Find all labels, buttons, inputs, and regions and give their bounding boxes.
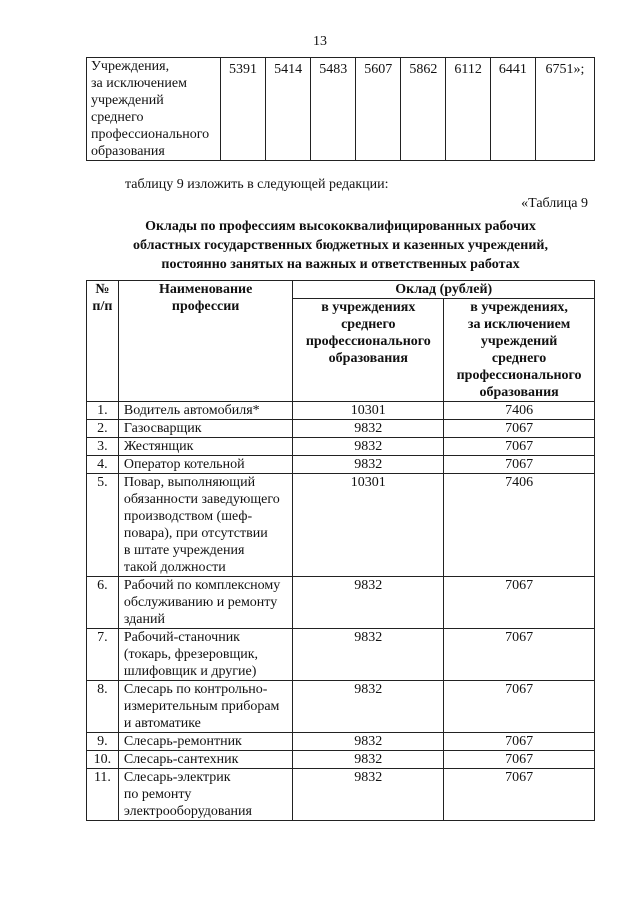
salary-other: 7406 <box>444 474 595 577</box>
value-cell: 6441 <box>490 58 535 161</box>
salary-other: 7067 <box>444 420 595 438</box>
table-row <box>87 474 595 577</box>
row-number: 5. <box>87 474 119 577</box>
salary-secondary-edu: 9832 <box>293 420 444 438</box>
header-salary: Оклад (рублей) <box>293 281 595 299</box>
row-number: 11. <box>87 769 119 821</box>
salary-other: 7067 <box>444 733 595 751</box>
table-row <box>87 420 595 438</box>
salary-other: 7067 <box>444 751 595 769</box>
profession-name: Рабочий-станочник (токарь, фрезеровщик, шлифовщик и другие) <box>118 629 293 681</box>
table-row <box>87 733 595 751</box>
row-number: 6. <box>87 577 119 629</box>
row-number: 1. <box>87 402 119 420</box>
page-number: 13 <box>313 34 327 49</box>
profession-name: Газосварщик <box>118 420 293 438</box>
row-number: 2. <box>87 420 119 438</box>
table-row <box>87 681 595 733</box>
profession-name: Оператор котельной <box>118 456 293 474</box>
table-title: Оклады по профессиям высококвалифицированных рабочих областных государственных бюджетных и казенных учреждений, постоянно занятых на важных и ответственных работах <box>133 219 548 272</box>
profession-name: Слесарь по контрольно- измерительным приборам и автоматике <box>118 681 293 733</box>
table-body <box>87 402 595 821</box>
intro-text: таблицу 9 изложить в следующей редакции: <box>125 177 389 192</box>
profession-name: Слесарь-ремонтник <box>118 733 293 751</box>
salary-other: 7067 <box>444 577 595 629</box>
header-number: № п/п <box>87 281 119 402</box>
profession-name: Жестянщик <box>118 438 293 456</box>
table-label: «Таблица 9 <box>521 196 588 211</box>
salary-other: 7067 <box>444 438 595 456</box>
value-cell: 5414 <box>266 58 311 161</box>
salary-secondary-edu: 10301 <box>293 402 444 420</box>
value-cell: 6112 <box>446 58 490 161</box>
table-row <box>87 402 595 420</box>
salary-table <box>86 280 595 821</box>
profession-name: Слесарь-сантехник <box>118 751 293 769</box>
profession-name: Рабочий по комплексному обслуживанию и ремонту зданий <box>118 577 293 629</box>
salary-secondary-edu: 9832 <box>293 769 444 821</box>
value-cell: 5862 <box>401 58 446 161</box>
salary-secondary-edu: 9832 <box>293 577 444 629</box>
salary-secondary-edu: 9832 <box>293 681 444 733</box>
profession-name: Повар, выполняющий обязанности заведующего производством (шеф- повара), при отсутствии в штате учреждения такой должности <box>118 474 293 577</box>
table-row <box>87 58 595 161</box>
profession-name: Слесарь-электрик по ремонту электрооборудования <box>118 769 293 821</box>
value-cell: 6751»; <box>535 58 594 161</box>
value-cell: 5391 <box>221 58 266 161</box>
salary-other: 7406 <box>444 402 595 420</box>
table-row <box>87 629 595 681</box>
salary-secondary-edu: 10301 <box>293 474 444 577</box>
value-cell: 5607 <box>356 58 401 161</box>
salary-secondary-edu: 9832 <box>293 733 444 751</box>
salary-secondary-edu: 9832 <box>293 438 444 456</box>
header-col-secondary-edu: в учреждениях среднего профессионального образования <box>293 299 444 402</box>
header-row <box>87 281 595 299</box>
row-label: Учреждения, за исключением учреждений среднего профессионального образования <box>87 58 221 161</box>
header-col-other: в учреждениях, за исключением учреждений среднего профессионального образования <box>444 299 595 402</box>
row-number: 8. <box>87 681 119 733</box>
row-number: 9. <box>87 733 119 751</box>
salary-secondary-edu: 9832 <box>293 751 444 769</box>
table-row <box>87 769 595 821</box>
salary-secondary-edu: 9832 <box>293 629 444 681</box>
salary-other: 7067 <box>444 456 595 474</box>
salary-other: 7067 <box>444 629 595 681</box>
table-row <box>87 751 595 769</box>
header-profession: Наименование профессии <box>118 281 293 402</box>
profession-name: Водитель автомобиля* <box>118 402 293 420</box>
salary-other: 7067 <box>444 769 595 821</box>
salary-secondary-edu: 9832 <box>293 456 444 474</box>
row-number: 4. <box>87 456 119 474</box>
salary-other: 7067 <box>444 681 595 733</box>
table-row <box>87 577 595 629</box>
row-number: 10. <box>87 751 119 769</box>
table-row <box>87 456 595 474</box>
row-number: 7. <box>87 629 119 681</box>
row-number: 3. <box>87 438 119 456</box>
previous-table-fragment <box>86 57 595 161</box>
value-cell: 5483 <box>311 58 356 161</box>
table-row <box>87 438 595 456</box>
